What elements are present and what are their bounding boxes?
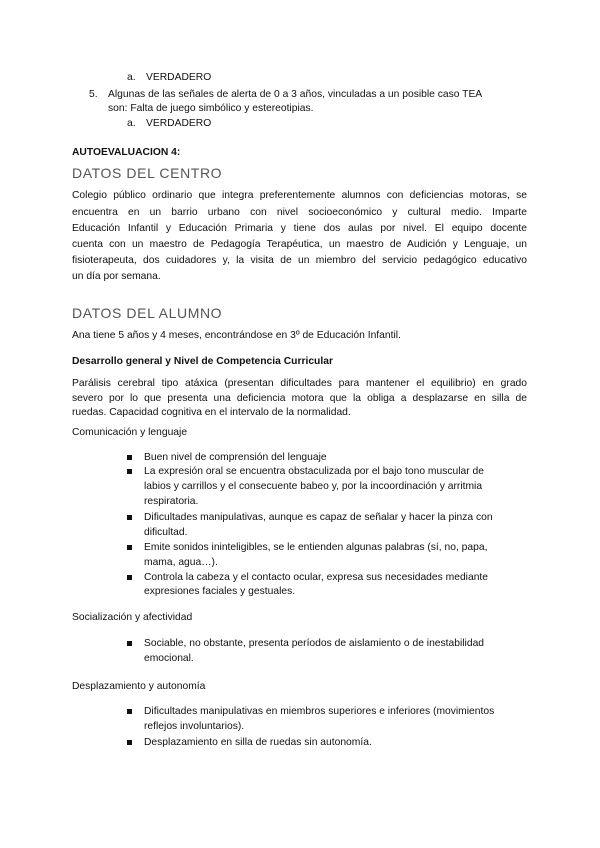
answer-marker: a.	[127, 118, 136, 129]
list-item-text: Dificultades manipulativas en miembros superiores e inferiores (movimientos	[144, 706, 495, 717]
bullet-icon	[127, 575, 132, 580]
list-item-text: Emite sonidos ininteligibles, se le entienden algunas palabras (sí, no, papa,	[144, 542, 488, 553]
paragraph-line: Educación Infantil y Educación Primaria y tiene dos aulas por nivel. El equipo docente	[72, 223, 527, 234]
answer-text: VERDADERO	[146, 118, 212, 129]
list-item-text: Buen nivel de comprensión del lenguaje	[144, 452, 327, 463]
paragraph-line: encuentra en un barrio urbano con nivel socioeconómico y cultural medio. Imparte	[72, 207, 527, 218]
section-heading: DATOS DEL CENTRO	[72, 165, 223, 181]
paragraph-line: Parálisis cerebral tipo atáxica (presentan dificultades para mantener el equilibrio) en grado	[72, 378, 527, 389]
paragraph-line: severo por lo que presenta una deficiencia motora que la obliga a desplazarse en silla de	[72, 393, 527, 404]
list-item-text: Desplazamiento en silla de ruedas sin autonomía.	[144, 737, 372, 748]
list-item-text: Sociable, no obstante, presenta períodos de aislamiento o de inestabilidad	[144, 638, 485, 649]
bullet-icon	[127, 455, 132, 460]
list-item-text: dificultad.	[144, 527, 188, 538]
paragraph-line: Colegio público ordinario que integra preferentemente alumnos con deficiencias motoras, se	[72, 190, 527, 201]
bullet-icon	[127, 515, 132, 520]
list-item-text: labios y carrillos y el consecuente babeo y, por la incoordinación y arritmia	[144, 481, 483, 492]
alumno-intro: Ana tiene 5 años y 4 meses, encontrándose en 3º de Educación Infantil.	[72, 330, 401, 341]
list-item-text: Controla la cabeza y el contacto ocular, expresa sus necesidades mediante	[144, 572, 489, 583]
question-number: 5.	[89, 89, 98, 100]
list-item-text: La expresión oral se encuentra obstaculizada por el bajo tono muscular de	[144, 466, 485, 477]
subsection-label: Comunicación y lenguaje	[72, 427, 188, 438]
bullet-icon	[127, 740, 132, 745]
bullet-icon	[127, 709, 132, 714]
subsection-label: Socialización y afectividad	[72, 612, 193, 623]
list-item-text: reflejos involuntarios).	[144, 721, 245, 732]
question-text: son: Falta de juego simbólico y estereotipias.	[108, 103, 314, 114]
section-heading: DATOS DEL ALUMNO	[72, 305, 223, 321]
answer-marker: a.	[127, 72, 136, 83]
subsection-label: Desplazamiento y autonomía	[72, 681, 206, 692]
bullet-icon	[127, 469, 132, 474]
paragraph-line: fisioterapeuta, dos cuidadores y, la visita de un miembro del servicio pedagógico educativo	[72, 255, 527, 266]
autoevaluacion-title: AUTOEVALUACION 4:	[72, 147, 181, 158]
paragraph-line: un día por semana.	[72, 271, 161, 282]
bullet-icon	[127, 641, 132, 646]
answer-text: VERDADERO	[146, 72, 212, 83]
paragraph-line: ruedas. Capacidad cognitiva en el intervalo de la normalidad.	[72, 407, 351, 418]
paragraph-line: cuenta con un maestro de Pedagogía Terapéutica, un maestro de Audición y Lenguaje, un	[72, 239, 527, 250]
question-text: Algunas de las señales de alerta de 0 a 3 años, vinculadas a un posible caso TEA	[108, 89, 483, 100]
bullet-icon	[127, 545, 132, 550]
list-item-text: expresiones faciales y gestuales.	[144, 586, 296, 597]
list-item-text: mama, agua…).	[144, 557, 218, 568]
list-item-text: Dificultades manipulativas, aunque es capaz de señalar y hacer la pinza con	[144, 512, 493, 523]
subsection-heading: Desarrollo general y Nivel de Competencia Curricular	[72, 356, 333, 367]
list-item-text: emocional.	[144, 653, 194, 664]
list-item-text: respiratoria.	[144, 496, 199, 507]
